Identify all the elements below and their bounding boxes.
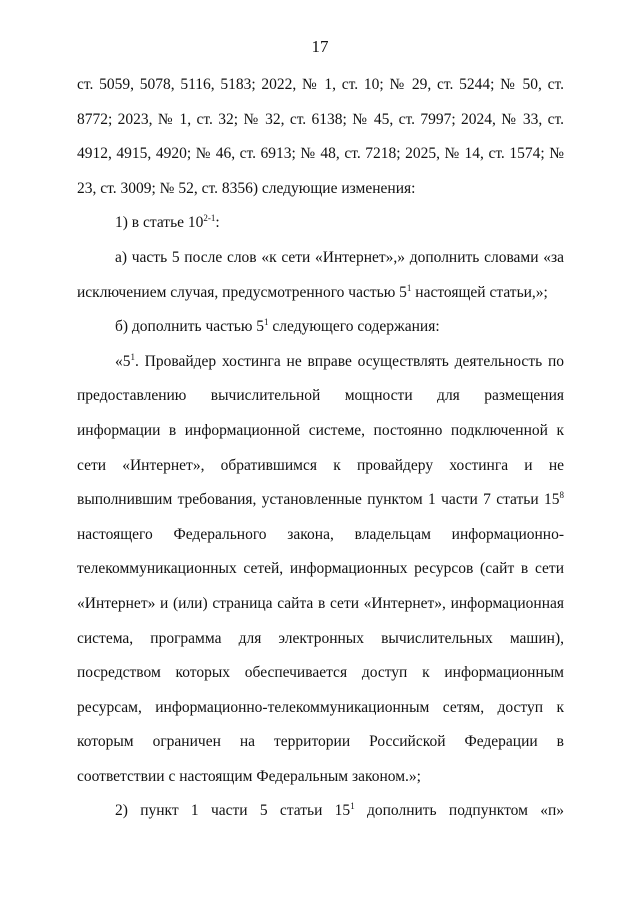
superscript: 1 (264, 317, 269, 328)
paragraph-text: ст. 5059, 5078, 5116, 5183; 2022, № 1, ст. 10; № 29, ст. 5244; № 50, ст. 8772; 2023, № 1, ст. 32; № 32, ст. 6138; № 45, ст. 7997; 2024, № 33, ст. 4912, 4915, 4920; № 46, ст. 6913; № 48, ст. 7218; 2025, № 14, ст. 1574; № 23, ст. 3009; № 52, ст. 8356) следующие изменения: (77, 76, 564, 197)
paragraph-text: следующего содержания: (268, 318, 440, 336)
paragraph-subitem-a (77, 241, 564, 310)
paragraph-text: 2) пункт 1 части 5 статьи 15 (115, 802, 351, 820)
paragraph-part-5-1 (77, 345, 564, 795)
paragraph-text: : (215, 214, 220, 232)
paragraph-text: «5 (115, 352, 131, 370)
superscript: 1 (406, 282, 412, 293)
paragraph-subitem-b (77, 310, 564, 345)
paragraph-item-1 (77, 206, 564, 241)
paragraph-text: настоящего Федерального закона, владельцам информационно-телекоммуникационных сетей, информационных ресурсов (сайт в сети «Интернет» и (или) страница сайта в сети «Интернет», информационная система, программа для электронных вычислительных машин), посредством которых обеспечивается доступ к информационным ресурсам, информационно-телекоммуникационным сетям, доступ к которым ограничен на территории Российской Федерации в соответствии с настоящим Федеральным законом.»; (77, 525, 564, 785)
paragraph-item-2 (77, 794, 564, 829)
superscript: 1 (130, 351, 135, 362)
superscript: 2-1 (203, 213, 216, 224)
paragraph-text: а) часть 5 после слов «к сети «Интернет»,» дополнить словами «за исключением случая, предусмотренного частью 5 (77, 248, 564, 301)
paragraph-text: настоящей статьи,»; (411, 283, 548, 301)
page-number: 17 (311, 37, 329, 56)
paragraph-continuation (77, 68, 564, 206)
superscript: 8 (559, 490, 564, 501)
paragraph-text: б) дополнить частью 5 (115, 318, 265, 336)
paragraph-text: дополнить подпунктом «п» (354, 802, 564, 820)
superscript: 1 (350, 801, 355, 812)
paragraph-text: 1) в статье 10 (115, 214, 204, 232)
paragraph-text: . Провайдер хостинга не вправе осуществлять деятельность по предоставлению вычислительной мощности для размещения информации в информационной системе, постоянно подключенной к сети «Интернет», обратившимся к провайдеру хостинга и не выполнившим требования, установленные пунктом 1 части 7 статьи 15 (77, 352, 564, 509)
document-body (77, 68, 564, 829)
